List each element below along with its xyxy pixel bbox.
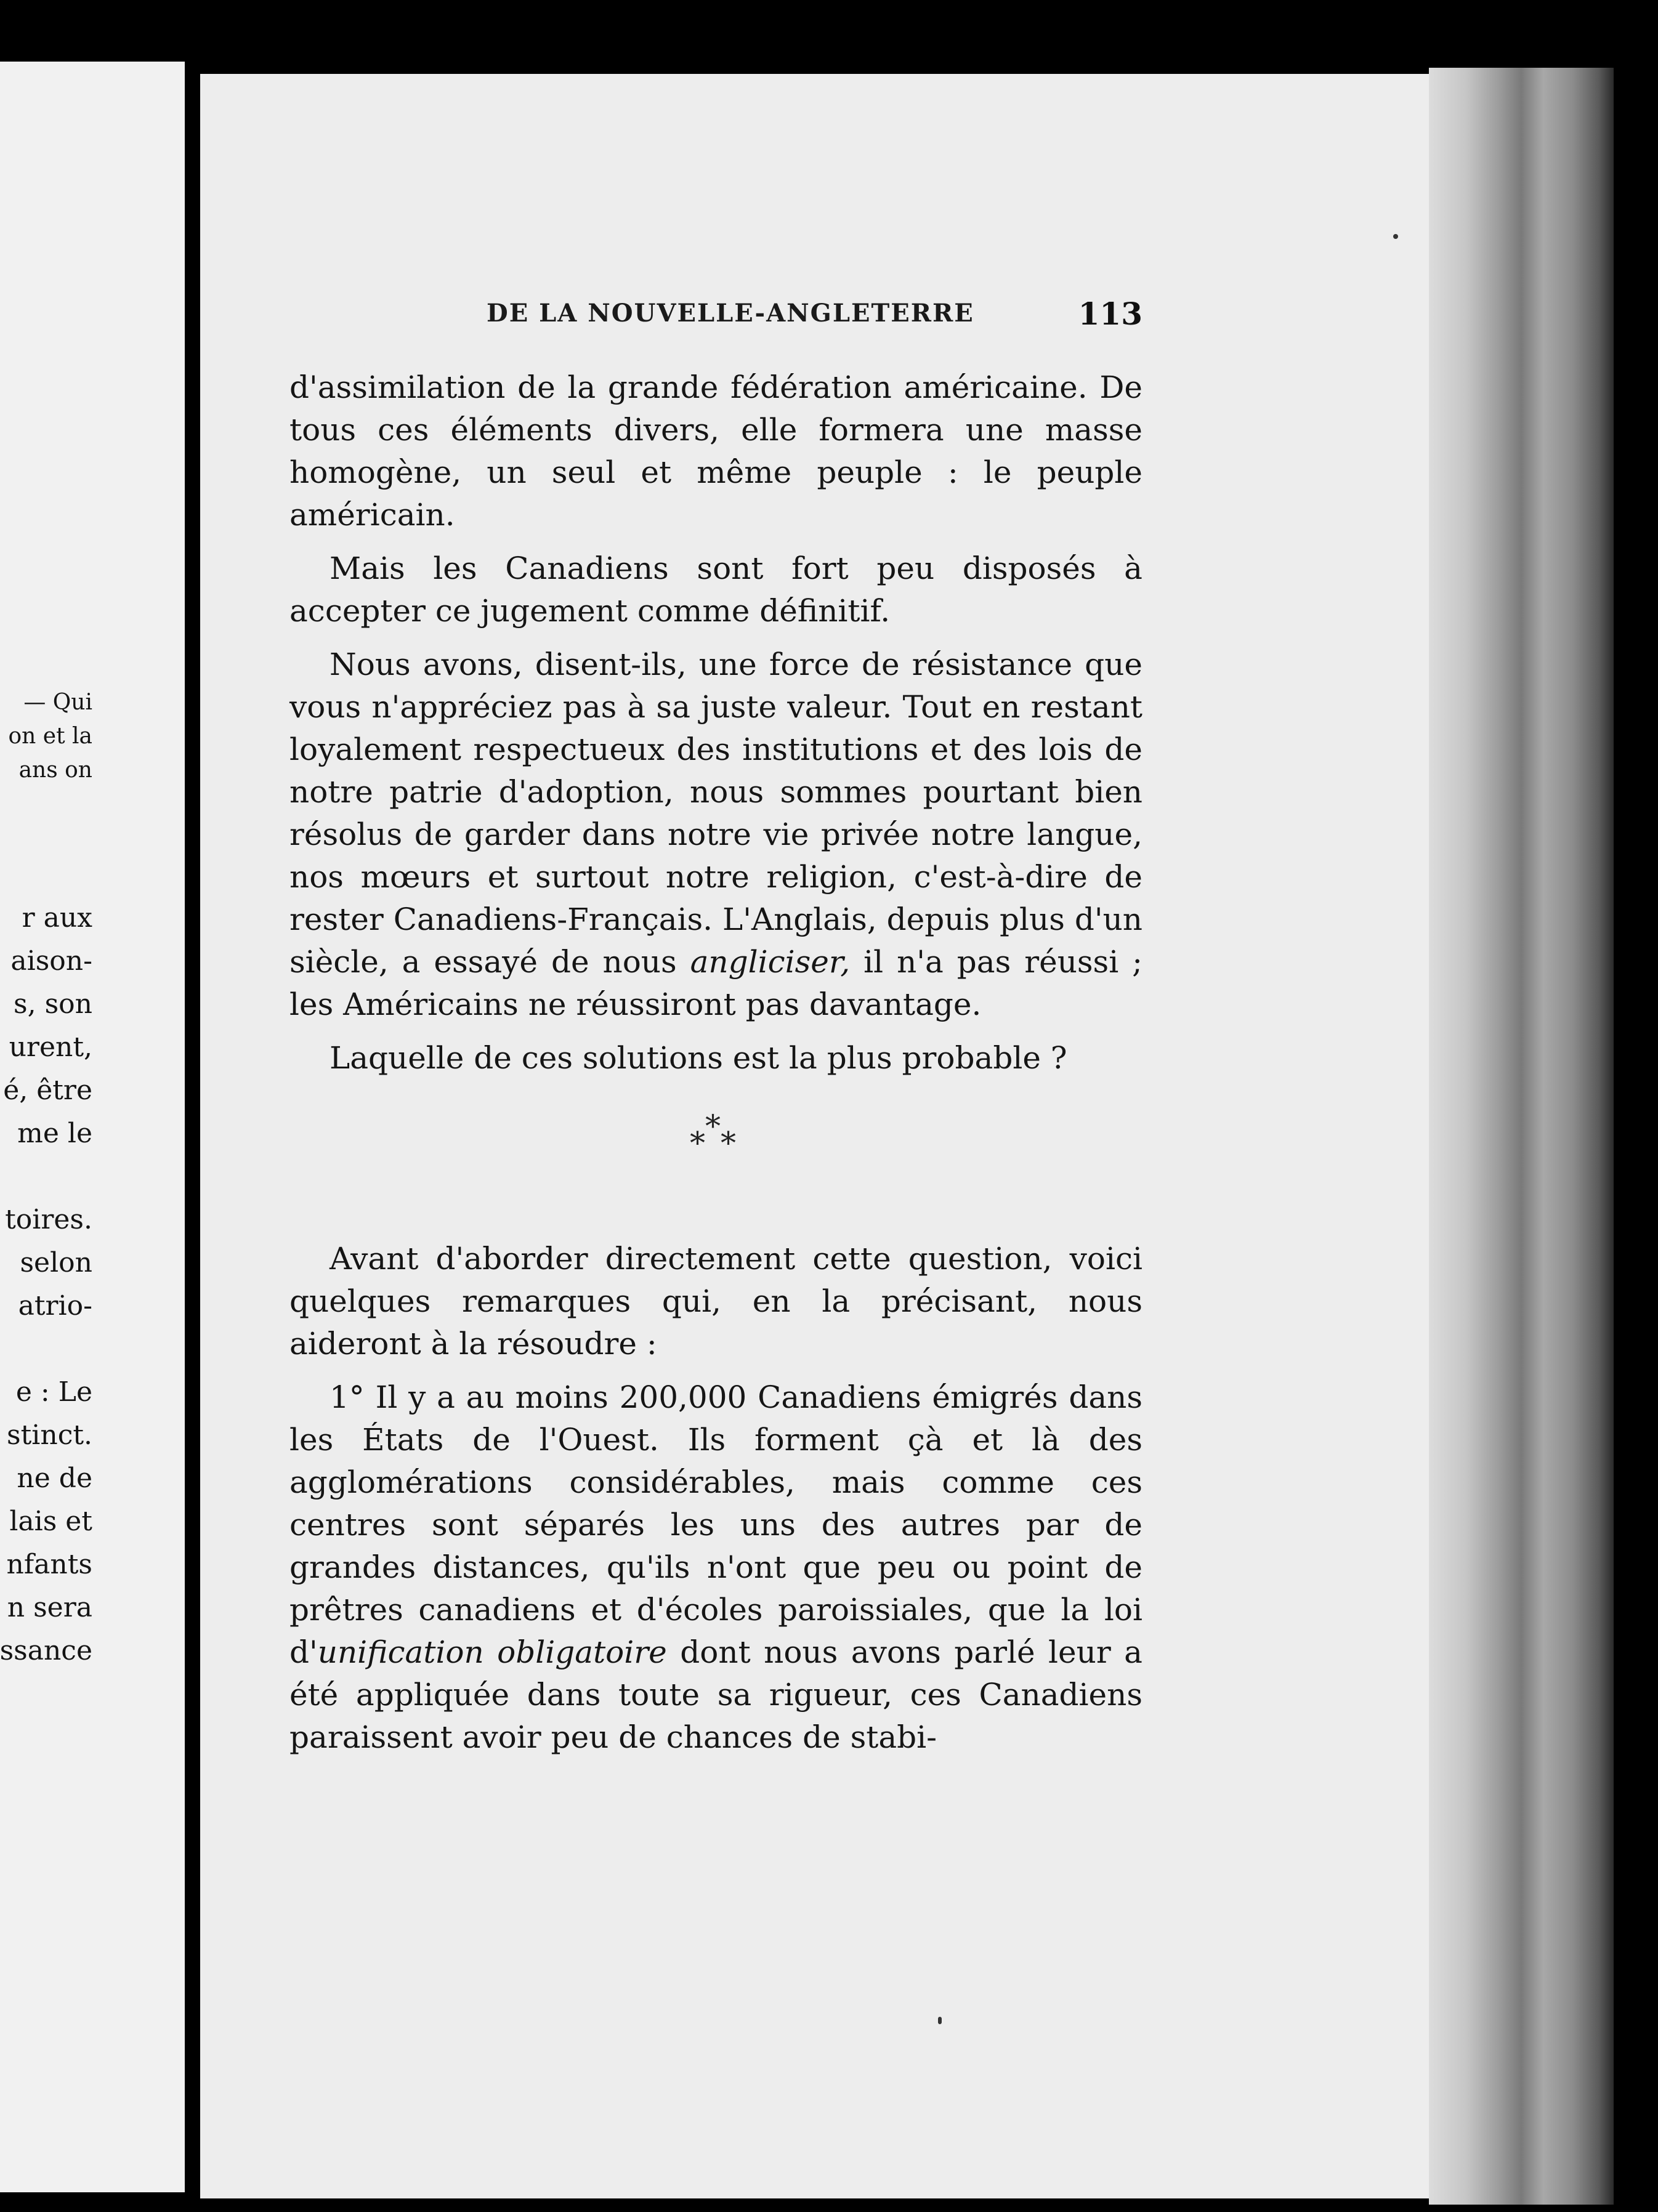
left-text-fragment: toires. <box>5 1204 92 1235</box>
left-text-fragment: ne de <box>17 1463 92 1494</box>
asterisk: * <box>721 1125 736 1161</box>
left-page-fragment <box>0 62 185 2192</box>
paragraph-text: 1° Il y a au moins 200,000 Canadiens émigrés dans les États de l'Ouest. Ils forment çà et là des agglomérations considérables, mais comme ces centres sont séparés les uns des autres par de grandes distances, qu'ils n'ont que peu ou point de prêtres canadiens et d'écoles paroissiales, que la loi d' <box>289 1379 1142 1670</box>
left-text-fragment: n sera <box>7 1592 92 1623</box>
paragraph: d'assimilation de la grande fédération américaine. De tous ces éléments divers, elle formera une masse homogène, un seul et même peuple : le peuple américain. <box>289 369 1142 533</box>
page-header <box>487 296 1142 336</box>
paragraph-text: il n'a pas réussi ; les Américains ne réussiront pas davantage. <box>289 944 1143 1022</box>
page-number: 113 <box>1078 296 1142 332</box>
asterisk: * <box>690 1125 705 1161</box>
paragraph: Mais les Canadiens sont fort peu disposés à accepter ce jugement comme définitif. <box>289 551 1142 629</box>
paragraph-text: Nous avons, disent-ils, une force de résistance que vous n'appréciez pas à sa juste valeur. Tout en restant loyalement respectueux des institutions et des lois de notre patrie d'adoption, nous sommes pourtant bien résolus de garder dans notre vie privée notre langue, nos mœurs et surtout notre religion, c'est-à-dire de rester Canadiens-Français. L'Anglais, depuis plus d'un siècle, a essayé de nous <box>289 647 1142 980</box>
left-text-fragment: — Qui <box>23 690 92 715</box>
italic-emphasis: unification obligatoire <box>317 1634 667 1670</box>
left-text-fragment: ans on <box>18 757 92 783</box>
paragraph: Avant d'aborder directement cette question, voici quelques remarques qui, en la précisant, nous aideront à la résoudre : <box>289 1241 1142 1362</box>
speck <box>938 2017 942 2024</box>
left-text-fragment: on et la <box>8 724 92 749</box>
asterisk: * <box>705 1108 721 1144</box>
left-text-fragment: ssance <box>0 1635 92 1666</box>
paragraph: Laquelle de ces solutions est la plus probable ? <box>330 1040 1067 1076</box>
left-text-fragment: urent, <box>9 1031 92 1063</box>
asterism-separator <box>690 1108 736 1161</box>
left-text-fragment: s, son <box>14 988 92 1020</box>
paragraph <box>289 644 1142 1026</box>
body-text-bottom <box>289 1238 1142 1759</box>
paragraph-text: dont nous avons parlé leur a été appliquée dans toute sa rigueur, ces Canadiens paraissent avoir peu de chances de stabi- <box>289 1634 1142 1755</box>
italic-emphasis: angliciser, <box>690 944 851 980</box>
left-text-fragment: r aux <box>22 902 92 934</box>
paragraph <box>289 1376 1142 1759</box>
left-text-fragment: aison- <box>10 945 92 977</box>
left-text-fragment: e : Le <box>15 1376 92 1408</box>
page-edge <box>1429 68 1614 2205</box>
left-text-fragment: me le <box>17 1118 92 1149</box>
left-text-fragment: stinct. <box>7 1419 92 1451</box>
body-text-top <box>289 366 1142 1080</box>
left-text-fragment: é, être <box>3 1075 92 1106</box>
speck <box>1393 234 1398 239</box>
left-text-fragment: atrio- <box>18 1290 92 1322</box>
left-text-fragment: lais et <box>9 1506 92 1537</box>
running-head: DE LA NOUVELLE-ANGLETERRE <box>487 299 974 328</box>
left-text-fragment: nfants <box>6 1549 92 1580</box>
left-text-fragment: selon <box>20 1247 92 1278</box>
